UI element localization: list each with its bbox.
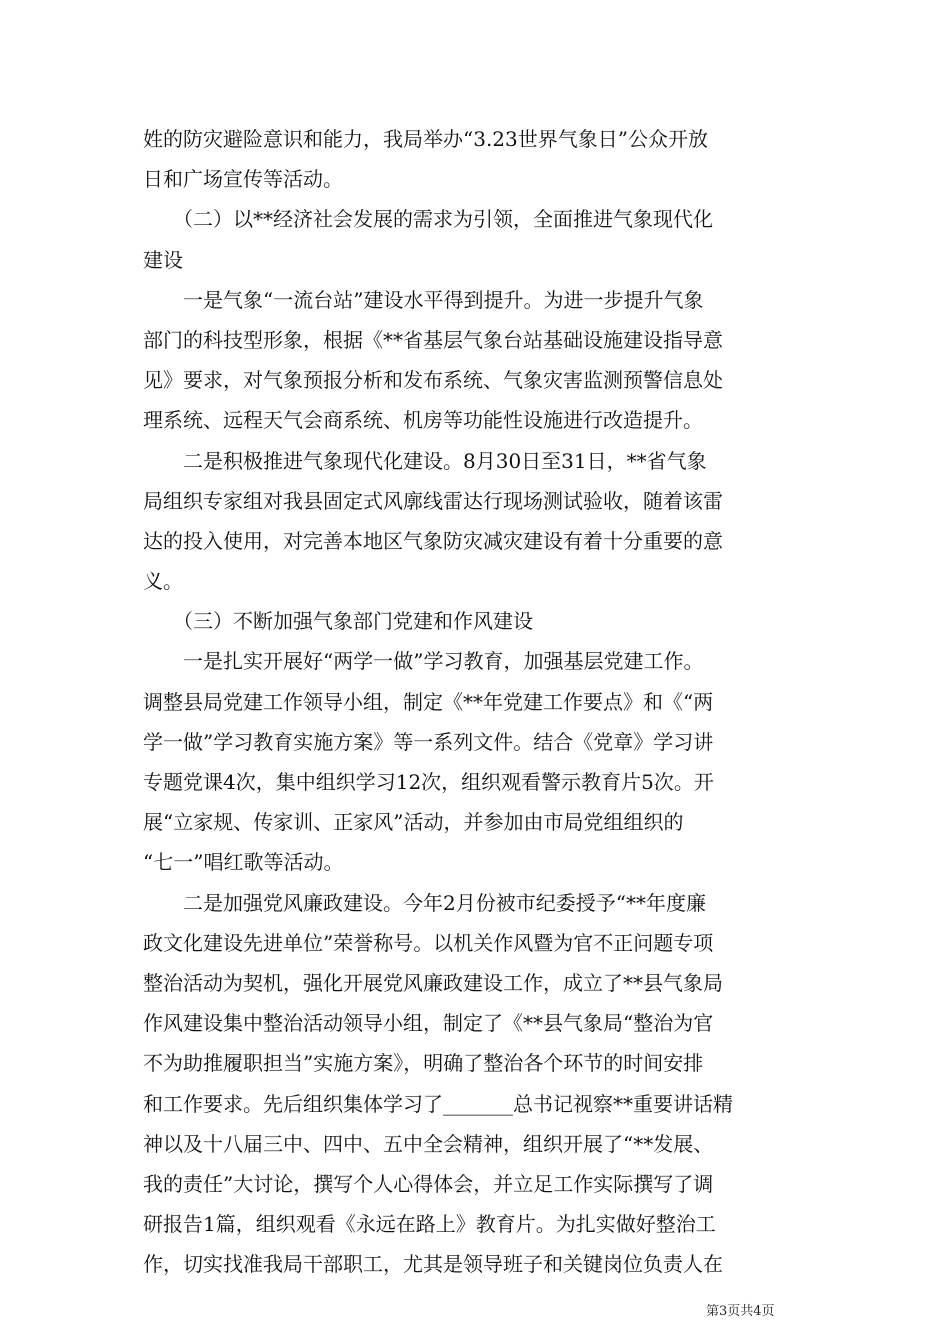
text-line: 我的责任”大讨论，撰写个人心得体会，并立足工作实际撰写了调: [143, 1171, 714, 1196]
text-line: 不为助推履职担当”实施方案》，明确了整治各个环节的时间安排: [143, 1051, 704, 1076]
text-line: 理系统、远程天气会商系统、机房等功能性设施进行改造提升。: [143, 408, 703, 433]
text-line: 整治活动为契机，强化开展党风廉政建设工作，成立了**县气象局: [143, 970, 723, 995]
section-heading-line: 建设: [143, 247, 183, 272]
text-line: 政文化建设先进单位”荣誉称号。以机关作风暨为官不正问题专项: [143, 930, 714, 955]
page-number-footer: 第3页共4页: [706, 1304, 775, 1319]
text-line: 神以及十八届三中、四中、五中全会精神，组织开展了“**发展、: [143, 1131, 714, 1156]
text-line: 专题党课4次，集中组织学习12次，组织观看警示教育片5次。开: [143, 770, 714, 794]
text-line: 作风建设集中整治活动领导小组，制定了《**县气象局“整治为官: [143, 1011, 714, 1036]
text-line: 一是扎实开展好“两学一做”学习教育，加强基层党建工作。: [143, 649, 704, 674]
text-line: “七一”唱红歌等活动。: [143, 850, 344, 875]
section-heading-line: （三）不断加强气象部门党建和作风建设: [143, 609, 533, 634]
text-line: 作，切实找准我局干部职工，尤其是领导班子和关键岗位负责人在: [143, 1252, 723, 1277]
text-line: 日和广场宣传等活动。: [143, 167, 343, 192]
text-line: 见》要求，对气象预报分析和发布系统、气象灾害监测预警信息处: [143, 368, 723, 393]
text-line: 一是气象“一流台站”建设水平得到提升。为进一步提升气象: [143, 287, 704, 312]
text-line: 义。: [143, 569, 183, 594]
text-line: 和工作要求。先后组织集体学习了_______总书记视察**重要讲话精: [143, 1091, 733, 1116]
text-line: 姓的防灾避险意识和能力，我局举办“3.23世界气象日”公众开放: [143, 127, 708, 151]
text-line: 局组织专家组对我县固定式风廓线雷达行现场测试验收，随着该雷: [143, 488, 723, 513]
text-line: 展“立家规、传家训、正家风”活动，并参加由市局党组组织的: [143, 810, 684, 835]
text-line: 达的投入使用，对完善本地区气象防灾减灾建设有着十分重要的意: [143, 528, 723, 553]
text-line: 二是加强党风廉政建设。今年2月份被市纪委授予“**年度廉: [143, 890, 706, 915]
text-line: 学一做”学习教育实施方案》等一系列文件。结合《党章》学习讲: [143, 729, 714, 754]
text-line: 二是积极推进气象现代化建设。8月30日至31日，**省气象: [143, 448, 707, 473]
section-heading-line: （二）以**经济社会发展的需求为引领，全面推进气象现代化: [143, 207, 713, 232]
text-line: 部门的科技型形象，根据《**省基层气象台站基础设施建设指导意: [143, 327, 723, 352]
document-body: [143, 119, 808, 1284]
text-line: 研报告1篇，组织观看《永远在路上》教育片。为扎实做好整治工: [143, 1212, 716, 1237]
text-line: 调整县局党建工作领导小组，制定《**年党建工作要点》和《“两: [143, 689, 714, 714]
